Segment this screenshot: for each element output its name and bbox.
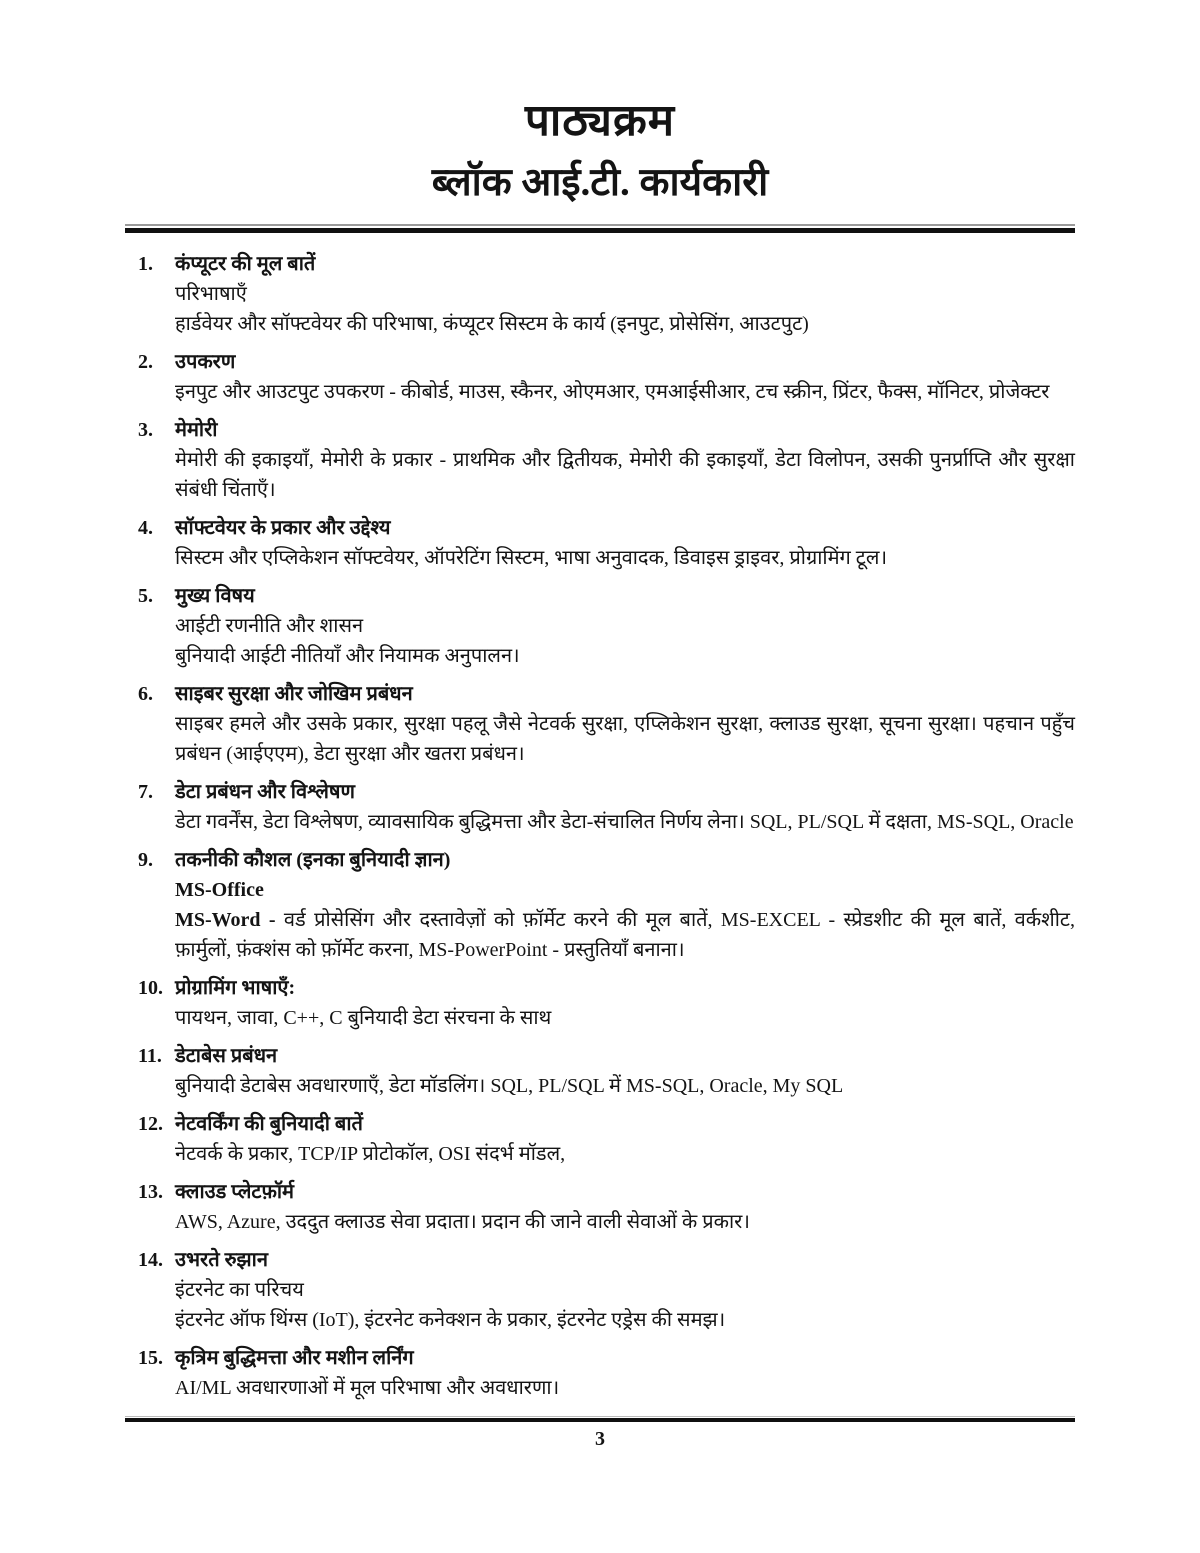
- item-number: 2.: [138, 351, 153, 373]
- item-number: 1.: [138, 253, 153, 275]
- item-number: 10.: [138, 977, 163, 999]
- item-number: 5.: [138, 585, 153, 607]
- item-content: [175, 1343, 1075, 1403]
- item-heading: कंप्यूटर की मूल बातें: [175, 253, 316, 275]
- item-content: [175, 973, 1075, 1033]
- item-content: [175, 513, 1075, 573]
- item-heading: तकनीकी कौशल (इनका बुनियादी ज्ञान): [175, 849, 451, 871]
- item-content: [175, 1245, 1075, 1335]
- item-content: [175, 845, 1075, 965]
- item-paragraph: डेटा गवर्नेंस, डेटा विश्लेषण, व्यावसायिक बुद्धिमत्ता और डेटा-संचालित निर्णय लेना। SQL, PL/SQL में दक्षता, MS-SQL, Oracle: [175, 811, 1074, 833]
- syllabus-item: [138, 777, 1075, 837]
- syllabus-list: [125, 249, 1075, 1403]
- item-paragraph: परिभाषाएँ: [175, 283, 247, 305]
- page-number: 3: [595, 1428, 605, 1450]
- item-number: 11.: [138, 1045, 162, 1067]
- item-paragraph: AWS, Azure, उददुत क्लाउड सेवा प्रदाता। प्रदान की जाने वाली सेवाओं के प्रकार।: [175, 1211, 750, 1233]
- item-content: [175, 347, 1075, 407]
- item-content: [175, 415, 1075, 505]
- item-heading: क्लाउड प्लेटफ़ॉर्म: [175, 1181, 295, 1203]
- item-heading: मुख्य विषय: [175, 585, 255, 607]
- syllabus-item: [138, 1343, 1075, 1403]
- header-rule-thin-line: [125, 224, 1075, 226]
- item-number: 12.: [138, 1113, 163, 1135]
- item-number: 15.: [138, 1347, 163, 1369]
- footer-rule-thin-line: [125, 1416, 1075, 1417]
- page-title: पाठ्यक्रम: [524, 96, 676, 145]
- document-footer: [125, 1416, 1075, 1453]
- item-content: [175, 1041, 1075, 1101]
- item-paragraph: बुनियादी आईटी नीतियाँ और नियामक अनुपालन।: [175, 645, 520, 667]
- item-paragraph: सिस्टम और एप्लिकेशन सॉफ्टवेयर, ऑपरेटिंग सिस्टम, भाषा अनुवादक, डिवाइस ड्राइवर, प्रोग्रामिंग टूल।: [175, 547, 888, 569]
- item-heading: सॉफ्टवेयर के प्रकार और उद्देश्य: [175, 517, 391, 539]
- item-content: [175, 777, 1075, 837]
- syllabus-item: [138, 347, 1075, 407]
- item-number: 6.: [138, 683, 153, 705]
- syllabus-item: [138, 679, 1075, 769]
- item-paragraph: मेमोरी की इकाइयाँ, मेमोरी के प्रकार - प्राथमिक और द्वितीयक, मेमोरी की इकाइयाँ, डेटा विलोपन, उसकी पुनर्प्राप्ति और सुरक्षा संबंधी चिंताएँ।: [175, 449, 1075, 501]
- item-heading: डेटाबेस प्रबंधन: [175, 1045, 278, 1067]
- item-content: [175, 581, 1075, 671]
- syllabus-item: [138, 973, 1075, 1033]
- item-number: 13.: [138, 1181, 163, 1203]
- document-header: [125, 96, 1075, 206]
- item-paragraph: नेटवर्क के प्रकार, TCP/IP प्रोटोकॉल, OSI संदर्भ मॉडल,: [175, 1143, 566, 1165]
- item-paragraph: MS-Word - वर्ड प्रोसेसिंग और दस्तावेज़ों को फ़ॉर्मेट करने की मूल बातें, MS-EXCEL - स्प्रेडशीट की मूल बातें, वर्कशीट, फ़ार्मुलों, फ़ंक्शंस को फ़ॉर्मेट करना, MS-PowerPoint - प्रस्तुतियाँ बनाना।: [175, 909, 1076, 961]
- item-heading: साइबर सुरक्षा और जोखिम प्रबंधन: [175, 683, 413, 705]
- item-heading: कृत्रिम बुद्धिमत्ता और मशीन लर्निंग: [175, 1347, 414, 1369]
- syllabus-item: [138, 1041, 1075, 1101]
- item-paragraph: बुनियादी डेटाबेस अवधारणाएँ, डेटा मॉडलिंग। SQL, PL/SQL में MS-SQL, Oracle, My SQL: [175, 1075, 844, 1097]
- item-number: 3.: [138, 419, 153, 441]
- header-rule: [125, 224, 1075, 233]
- item-number: 14.: [138, 1249, 163, 1271]
- item-heading: उभरते रुझान: [175, 1249, 268, 1271]
- item-paragraph: आईटी रणनीति और शासन: [175, 615, 364, 637]
- item-content: [175, 1109, 1075, 1169]
- syllabus-item: [138, 845, 1075, 965]
- page-subtitle: ब्लॉक आई.टी. कार्यकारी: [431, 161, 769, 204]
- item-content: [175, 249, 1075, 339]
- header-rule-thick-line: [125, 228, 1075, 233]
- syllabus-item: [138, 513, 1075, 573]
- item-number: 4.: [138, 517, 153, 539]
- item-heading: नेटवर्किंग की बुनियादी बातें: [175, 1113, 363, 1135]
- item-heading: उपकरण: [175, 351, 236, 373]
- item-number: 7.: [138, 781, 153, 803]
- item-paragraph: साइबर हमले और उसके प्रकार, सुरक्षा पहलू जैसे नेटवर्क सुरक्षा, एप्लिकेशन सुरक्षा, क्लाउड सुरक्षा, सूचना सुरक्षा। पहचान पहुँच प्रबंधन (आईएएम), डेटा सुरक्षा और खतरा प्रबंधन।: [175, 713, 1075, 765]
- item-number: 9.: [138, 849, 153, 871]
- item-heading: प्रोग्रामिंग भाषाएँ:: [175, 977, 296, 999]
- item-heading: डेटा प्रबंधन और विश्लेषण: [175, 781, 355, 803]
- item-paragraph-bold-lead: MS-Word -: [175, 909, 284, 931]
- item-subheading: MS-Office: [175, 879, 264, 901]
- item-paragraph: हार्डवेयर और सॉफ्टवेयर की परिभाषा, कंप्यूटर सिस्टम के कार्य (इनपुट, प्रोसेसिंग, आउटपुट): [175, 313, 809, 335]
- syllabus-item: [138, 581, 1075, 671]
- item-paragraph: इनपुट और आउटपुट उपकरण - कीबोर्ड, माउस, स्कैनर, ओएमआर, एमआईसीआर, टच स्क्रीन, प्रिंटर, फैक्स, मॉनिटर, प्रोजेक्टर: [175, 381, 1050, 403]
- syllabus-item: [138, 1177, 1075, 1237]
- footer-rule-thick-line: [125, 1418, 1075, 1422]
- item-content: [175, 1177, 1075, 1237]
- syllabus-item: [138, 1245, 1075, 1335]
- item-heading: मेमोरी: [175, 419, 218, 441]
- syllabus-item: [138, 1109, 1075, 1169]
- item-content: [175, 679, 1075, 769]
- item-paragraph: इंटरनेट ऑफ थिंग्स (IoT), इंटरनेट कनेक्शन के प्रकार, इंटरनेट एड्रेस की समझ।: [175, 1309, 726, 1331]
- syllabus-item: [138, 415, 1075, 505]
- syllabus-item: [138, 249, 1075, 339]
- item-paragraph: AI/ML अवधारणाओं में मूल परिभाषा और अवधारणा।: [175, 1377, 560, 1399]
- item-paragraph: इंटरनेट का परिचय: [175, 1279, 304, 1301]
- item-paragraph: पायथन, जावा, C++, C बुनियादी डेटा संरचना के साथ: [175, 1007, 552, 1029]
